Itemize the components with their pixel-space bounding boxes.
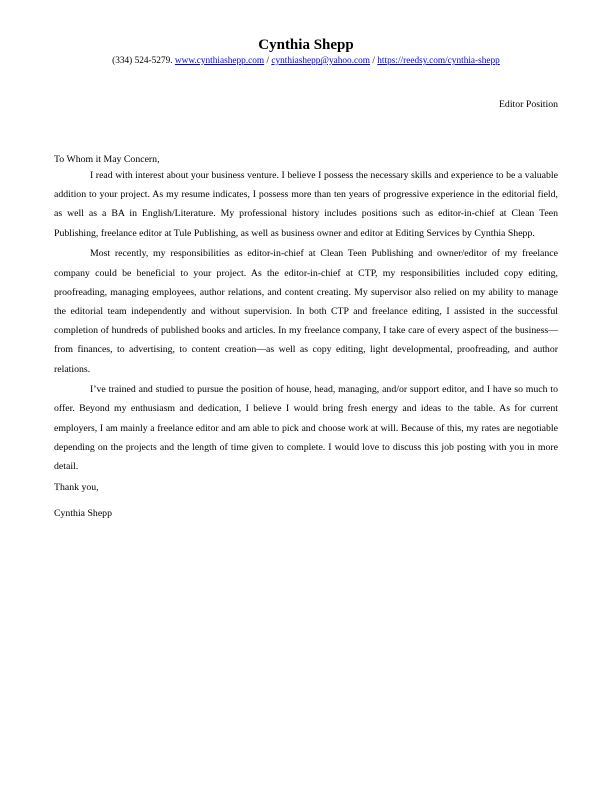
email-link[interactable]: cynthiashepp@yahoo.com — [271, 56, 371, 66]
profile-link[interactable]: https://reedsy.com/cynthia-shepp — [377, 56, 500, 66]
closing: Thank you, — [54, 482, 99, 494]
separator: / — [264, 56, 272, 66]
website-link[interactable]: www.cynthiashepp.com — [174, 56, 265, 66]
contact-line — [0, 55, 612, 67]
body-paragraph-1: I read with interest about your business venture. I believe I possess the necessary skills and experience to be a valuable addition to your project. As my resume indicates, I possess more than ten years of progressive experience in the editorial field, as well as a BA in English/Literature. My professional history includes positions such as editor-in-chief at Clean Teen Publishing, freelance editor at Tule Publishing, as well as business owner and editor at Editing Services by Cynthia Shepp. — [54, 170, 558, 239]
position-title: Editor Position — [498, 99, 558, 110]
body-paragraph-3: I’ve trained and studied to pursue the position of house, head, managing, and/or support editor, and I have so much to offer. Beyond my enthusiasm and dedication, I believe I would bring fresh energy and ideas to the table. As for current employers, I am mainly a freelance editor and am able to pick and choose work at will. Because of this, my rates are negotiable depending on the projects and the length of time given to complete. I would love to discuss this job posting with you in more detail. — [54, 384, 558, 473]
letterhead — [0, 37, 612, 67]
salutation: To Whom it May Concern, — [54, 154, 160, 165]
separator: / — [370, 56, 378, 66]
body-paragraph-2: Most recently, my responsibilities as editor-in-chief at Clean Teen Publishing and owner/editor of my freelance company could be beneficial to your project. As the editor-in-chief at CTP, my responsibilities included copy editing, proofreading, managing employees, author relations, and content creating. My supervisor also relied on my ability to manage the editorial team independently and without supervision. In both CTP and freelance editing, I assisted in the successful completion of hundreds of published books and articles. In my freelance company, I take care of every aspect of the business—from finances, to advertising, to content creation—as well as copy editing, light developmental, proofreading, and author relations. — [54, 248, 558, 375]
sender-name: Cynthia Shepp — [258, 37, 354, 53]
letter-body — [54, 154, 558, 520]
signature: Cynthia Shepp — [54, 508, 112, 520]
phone-number: (334) 524-5279. — [112, 56, 175, 66]
